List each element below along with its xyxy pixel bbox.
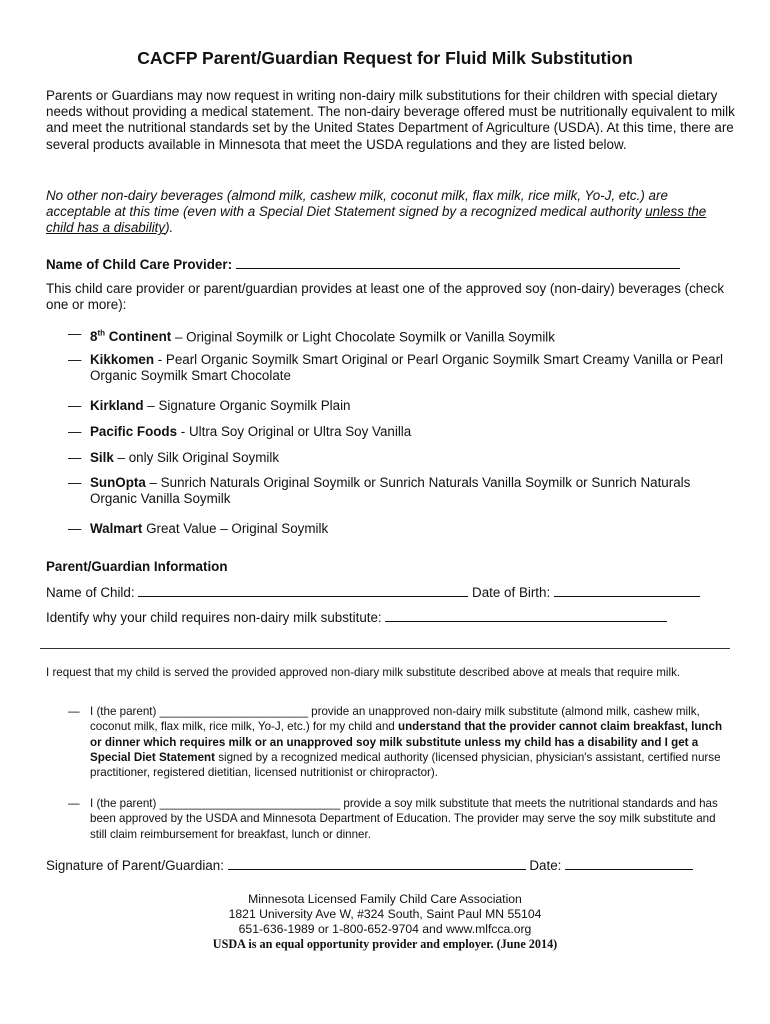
option-brand-rest: Continent [105,329,172,345]
option-dash: — [68,521,82,536]
provider-name-label: Name of Child Care Provider: [46,257,233,272]
guardian-heading: Parent/Guardian Information [46,559,228,574]
request-option-2-blank[interactable]: ____________________________ [159,797,341,810]
request-option-1-bold: understand that the provider cannot claim breakfast, lunch or dinner which requires milk or an unapproved soy milk substitute unless my child has a disability and I get a Special Diet Statement [90,720,723,764]
section-divider [40,648,730,649]
child-name-field[interactable] [138,584,468,597]
footer-statement: USDA is an equal opportunity provider and employer. (June 2014) [212,937,558,951]
dob-label: Date of Birth: [472,585,551,600]
signature-label: Signature of Parent/Guardian: [46,858,224,873]
option-desc: - Ultra Soy Original or Ultra Soy Vanilla [177,424,412,439]
option-brand-sup: th [97,329,106,338]
notice-paragraph [46,188,736,237]
footer-contact: 651-636-1989 or 1-800-652-9704 and www.mlfcca.org [238,922,532,936]
option-brand: Walmart [90,521,143,536]
date-field[interactable] [565,857,693,870]
footer-org: Minnesota Licensed Family Child Care Association [248,892,522,906]
reason-label: Identify why your child requires non-dairy milk substitute: [46,610,382,625]
option-desc: – only Silk Original Soymilk [113,450,280,465]
provider-statement: This child care provider or parent/guardian provides at least one of the approved soy (non-dairy) beverages (check one or more): [46,281,725,313]
request-option-1-text: provide an unapproved non-dairy milk substitute (almond milk, cashew milk, coconut milk, flax milk, rice milk, Yo-J, etc.) for my child and [90,705,700,734]
option-desc: – Original Soymilk or Light Chocolate Soymilk or Vanilla Soymilk [171,329,555,345]
option-dash: — [68,797,80,810]
page-title: CACFP Parent/Guardian Request for Fluid Milk Substitution [137,48,633,68]
signature-field[interactable] [228,857,526,870]
option-dash: — [68,475,82,490]
notice-underlined: unless the child has a disability [46,204,707,236]
request-option-1-text-end: signed by a recognized medical authority (licensed physician, physician's assistant, certified nurse practitioner, registered dietitian, licensed nutritionist or chiropractor). [90,750,721,780]
option-desc: Great Value – Original Soymilk [142,521,329,536]
dob-field[interactable] [554,584,700,597]
child-info-row [46,584,700,600]
option-brand: Silk [90,450,114,465]
option-dash: — [68,398,82,413]
option-desc: – Signature Organic Soymilk Plain [143,398,351,413]
option-dash: — [68,705,80,718]
option-desc: – Sunrich Naturals Original Soymilk or Sunrich Naturals Vanilla Soymilk or Sunrich Naturals Organic Vanilla Soymilk [90,475,691,507]
date-label: Date: [529,858,562,873]
footer-address: 1821 University Ave W, #324 South, Saint Paul MN 55104 [228,907,542,921]
signature-row [46,857,693,873]
notice-end: ). [165,220,174,236]
option-dash: — [68,424,82,439]
provider-name-row [46,256,680,272]
child-name-label: Name of Child: [46,585,135,600]
option-brand: SunOpta [90,475,146,490]
option-brand: Pacific Foods [90,424,178,439]
request-option-2-prefix: I (the parent) [90,797,160,810]
notice-text: No other non-dairy beverages (almond milk, cashew milk, coconut milk, flax milk, rice milk, Yo-J, etc.) are acceptable at this time (even with a Special Diet Statement signed by a recognized medical authority [46,188,668,220]
request-option-1-prefix: I (the parent) [90,705,160,718]
option-dash: — [68,352,82,367]
option-brand: Kirkland [90,398,144,413]
request-option-2-text: provide a soy milk substitute that meets the nutritional standards and has been approved by the USDA and Minnesota Department of Education. The provider may serve the soy milk substitute and still claim reimbursement for breakfast, lunch or dinner. [90,797,718,841]
option-dash: — [68,326,82,341]
request-intro: I request that my child is served the provided approved non-diary milk substitute described above at meals that require milk. [46,666,681,679]
option-desc: - Pearl Organic Soymilk Smart Original or Pearl Organic Soymilk Smart Creamy Vanilla or Pearl Organic Soymilk Smart Chocolate [90,352,724,384]
reason-row [46,609,667,625]
reason-field[interactable] [385,609,667,622]
option-brand: 8 [90,329,98,345]
intro-paragraph: Parents or Guardians may now request in writing non-dairy milk substitutions for their children with special dietary needs without providing a medical statement. The non-dairy beverage offered must be nutritionally equivalent to milk and meet the nutritional standards set by the United States Department of Agriculture (USDA). At this time, there are several products available in Minnesota that meet the USDA regulations and they are listed below. [46,88,735,152]
provider-name-field[interactable] [236,256,680,269]
request-option-1-blank[interactable]: _______________________ [159,705,308,718]
option-brand: Kikkomen [90,352,154,367]
option-dash: — [68,450,82,465]
